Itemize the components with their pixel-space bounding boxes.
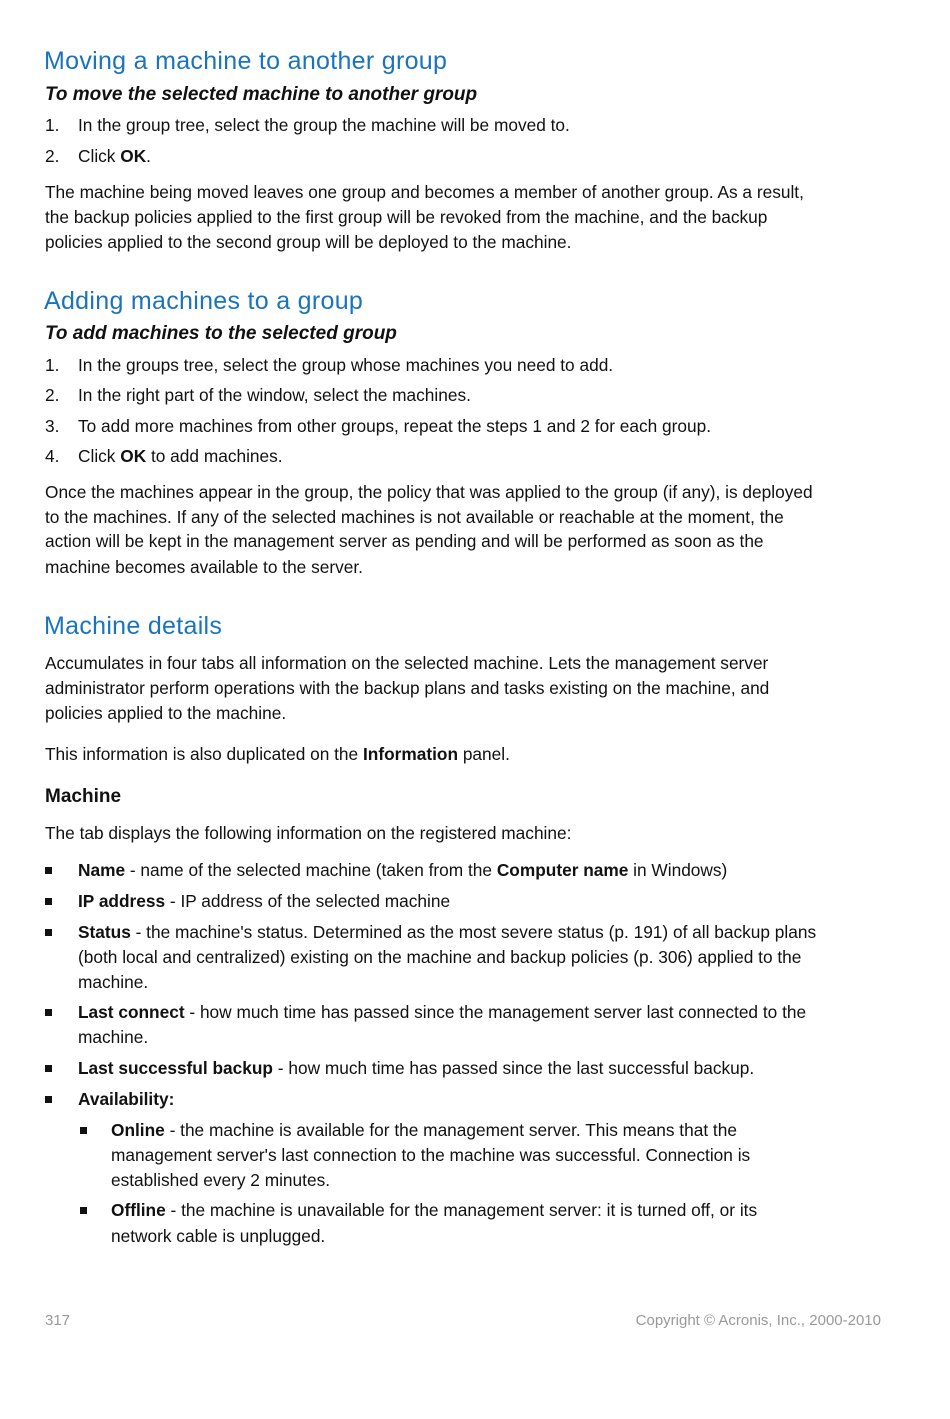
bullet-online [111, 1118, 737, 1143]
intro-text: The tab displays the following information on the registered machine: [45, 823, 572, 843]
heading-machine-details: Machine details [44, 612, 223, 640]
text: - how much time has passed since the last successful backup. [272, 1058, 755, 1078]
paragraph-line: Once the machines appear in the group, the policy that was applied to the group (if any), is deployed [45, 482, 813, 502]
text: Click [78, 446, 121, 466]
bullet-line: machine. [78, 1027, 149, 1047]
text: - the machine is unavailable for the management server: it is turned off, or its [165, 1200, 758, 1220]
bullet-availability [78, 1087, 174, 1112]
term: Computer name [496, 860, 629, 880]
bullet-icon [45, 1065, 52, 1072]
text: Click [78, 146, 121, 166]
term: Online [111, 1120, 165, 1140]
info-paragraph [45, 742, 510, 766]
paragraph-line: to the machines. If any of the selected machines is not available or reachable at the moment, the [45, 507, 784, 527]
text: panel. [458, 744, 510, 764]
bullet-ip-address [78, 889, 450, 914]
text: - IP address of the selected machine [165, 891, 451, 911]
bullet-name [78, 858, 727, 883]
bullet-line: network cable is unplugged. [111, 1226, 326, 1246]
term: Name [78, 860, 126, 880]
step-text: To add more machines from other groups, repeat the steps 1 and 2 for each group. [78, 416, 712, 436]
bold-ok: OK [120, 446, 147, 466]
bullet-offline [111, 1198, 757, 1223]
term: Availability: [78, 1089, 175, 1109]
text: - the machine's status. Determined as the most severe status (p. 191) of all backup plans [130, 922, 817, 942]
bullet-line: management server's last connection to the machine was successful. Connection is [111, 1145, 751, 1165]
bullet-icon [45, 1009, 52, 1016]
step-number: 1. [45, 115, 60, 135]
text: . [146, 146, 151, 166]
step-text: In the right part of the window, select the machines. [78, 385, 471, 405]
bullet-line: machine. [78, 972, 149, 992]
step-number: 2. [45, 385, 60, 405]
term: IP address [78, 891, 166, 911]
step-number: 3. [45, 416, 60, 436]
step-text: In the groups tree, select the group whose machines you need to add. [78, 355, 614, 375]
paragraph-line: machine becomes available to the server. [45, 557, 363, 577]
bullet-last-successful-backup [78, 1056, 754, 1081]
text: This information is also duplicated on the [45, 744, 363, 764]
step-text [78, 444, 283, 469]
paragraph-line: Accumulates in four tabs all information on the selected machine. Lets the management server [45, 653, 769, 673]
bullet-icon [45, 867, 52, 874]
bullet-last-connect [78, 1000, 806, 1025]
bullet-icon [45, 1096, 52, 1103]
bold-information: Information [362, 744, 459, 764]
paragraph-line: policies applied to the second group will be deployed to the machine. [45, 232, 572, 252]
bullet-line: established every 2 minutes. [111, 1170, 331, 1190]
heading-moving-machine: Moving a machine to another group [44, 47, 448, 75]
bullet-icon [45, 898, 52, 905]
paragraph-line: action will be kept in the management server as pending and will be performed as soon as the [45, 531, 764, 551]
term: Offline [111, 1200, 166, 1220]
text: - the machine is available for the management server. This means that the [164, 1120, 737, 1140]
paragraph-line: policies applied to the machine. [45, 703, 287, 723]
bullet-line: (both local and centralized) existing on the machine and backup policies (p. 306) applied to the [78, 947, 802, 967]
text: in Windows) [628, 860, 728, 880]
step-number: 1. [45, 355, 60, 375]
step-number: 2. [45, 146, 60, 166]
step-text [78, 144, 151, 169]
bullet-status [78, 920, 816, 945]
procedure-heading: To move the selected machine to another group [45, 84, 478, 105]
term: Last connect [78, 1002, 185, 1022]
bold-ok: OK [120, 146, 147, 166]
step-number: 4. [45, 446, 60, 466]
subheading-machine: Machine [45, 786, 122, 807]
term: Last successful backup [78, 1058, 273, 1078]
heading-adding-machines: Adding machines to a group [44, 287, 364, 315]
procedure-heading: To add machines to the selected group [45, 323, 397, 344]
paragraph-line: administrator perform operations with the backup plans and tasks existing on the machine, and [45, 678, 770, 698]
sub-bullet-icon [80, 1127, 87, 1134]
step-text: In the group tree, select the group the machine will be moved to. [78, 115, 570, 135]
bullet-icon [45, 929, 52, 936]
copyright: Copyright © Acronis, Inc., 2000-2010 [635, 1312, 881, 1329]
paragraph-line: the backup policies applied to the first group will be revoked from the machine, and the backup [45, 207, 768, 227]
text: to add machines. [146, 446, 283, 466]
sub-bullet-icon [80, 1207, 87, 1214]
paragraph-line: The machine being moved leaves one group and becomes a member of another group. As a result, [45, 182, 804, 202]
page-number: 317 [45, 1312, 71, 1329]
term: Status [78, 922, 131, 942]
text: - how much time has passed since the management server last connected to the [184, 1002, 807, 1022]
text: - name of the selected machine (taken from the [125, 860, 497, 880]
